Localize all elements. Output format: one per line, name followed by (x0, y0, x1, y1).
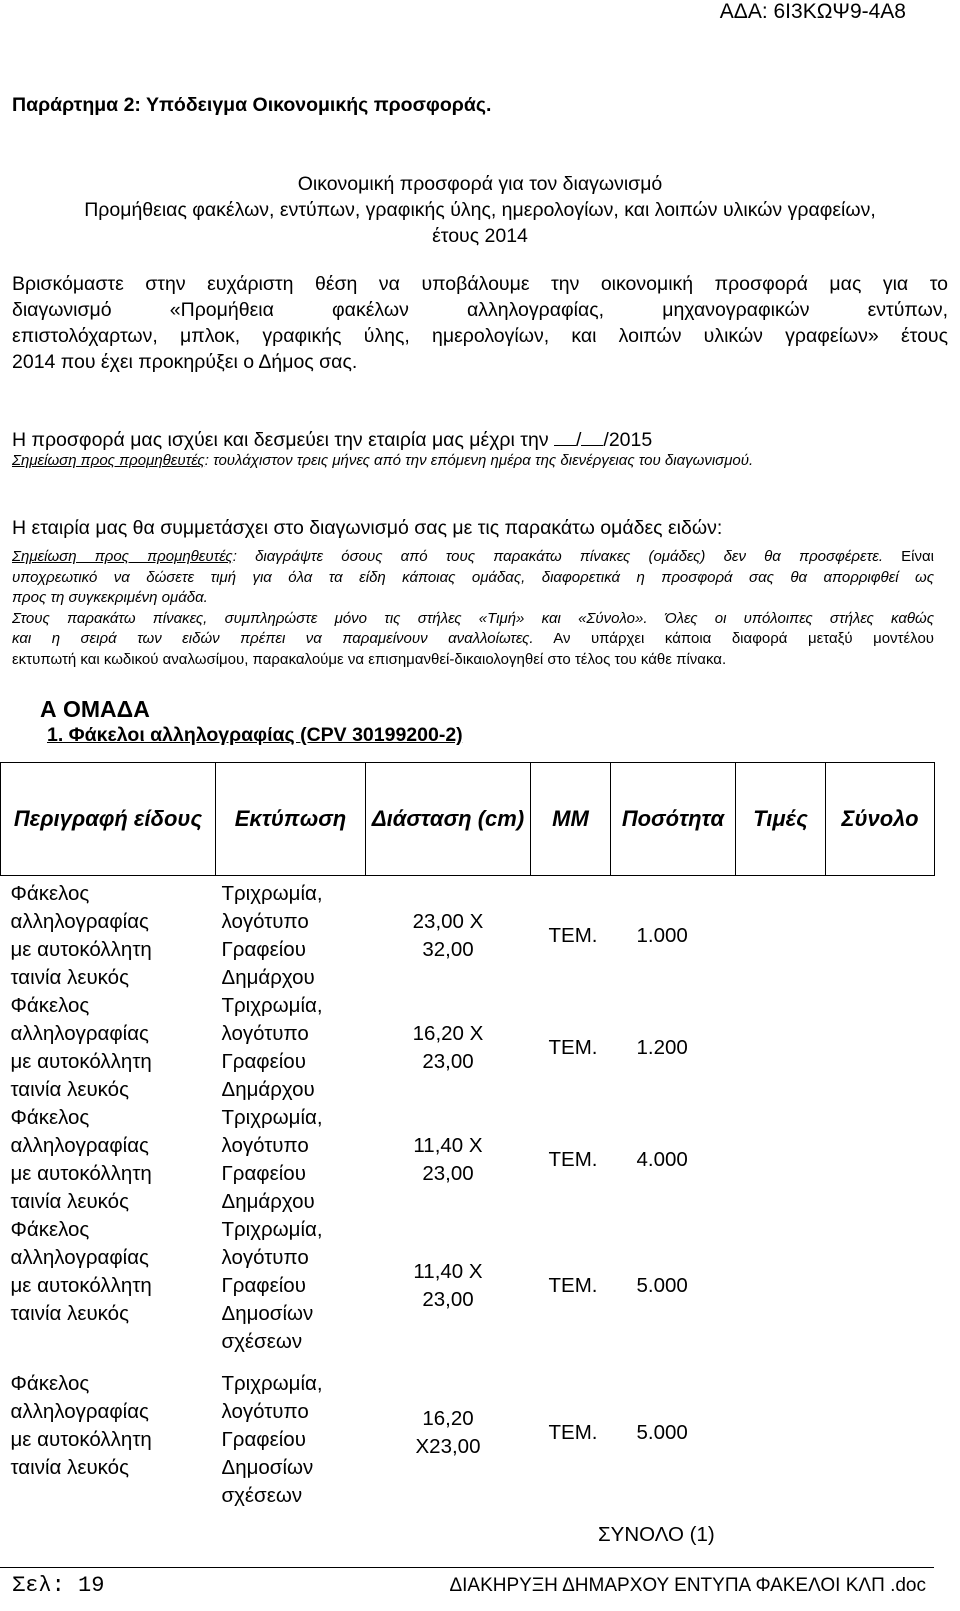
print-line: Δημάρχου (221, 966, 315, 989)
offer-heading-line: Προμήθειας φακέλων, εντύπων, γραφικής ύλης, ημερολογίων, και λοιπών υλικών γραφείων, (84, 199, 876, 221)
item-dimension (366, 876, 531, 993)
header-price: Τιμές (736, 763, 826, 876)
note2-line: Στους παρακάτω πίνακες, συμπληρώστε μόνο τις στήλες «Τιμή» και «Σύνολο». Όλες οι υπόλοιπες στήλες καθώς (12, 609, 934, 627)
print-line: Τριχρωμία, (221, 882, 323, 905)
header-dimension: Διάσταση (cm) (366, 763, 531, 876)
item-price-cell[interactable] (736, 1216, 826, 1356)
header-quantity: Ποσότητα (611, 763, 736, 876)
print-line: Τριχρωμία, (221, 1106, 323, 1129)
print-line: Γραφείου (221, 1274, 306, 1297)
desc-line: Φάκελος (10, 1106, 90, 1129)
table-row (1, 1356, 935, 1510)
header-description: Περιγραφή είδους (1, 763, 216, 876)
print-line: Τριχρωμία, (221, 1218, 323, 1241)
desc-line: αλληλογραφίας (10, 1246, 149, 1269)
print-line: Δημάρχου (221, 1078, 315, 1101)
note2-line: υποχρεωτικό να δώσετε τιμή για όλα τα είδη κάποιας ομάδας, διαφορετικά η προσφορά σας θα απορριφθεί ως (12, 568, 934, 586)
note2-line (12, 629, 934, 650)
desc-line: αλληλογραφίας (10, 1022, 149, 1045)
desc-line: με αυτοκόλλητη (10, 1050, 152, 1073)
print-line: Γραφείου (221, 1162, 306, 1185)
items-table (0, 762, 935, 1510)
annex-title: Παράρτημα 2: Υπόδειγμα Οικονομικής προσφοράς. (12, 94, 492, 116)
intro-line: διαγωνισμό «Προμήθεια φακέλων αλληλογραφίας, μηχανογραφικών εντύπων, (12, 299, 948, 321)
item-total-cell[interactable] (826, 1356, 935, 1510)
note2-text: Αν υπάρχει κάποια διαφορά μεταξύ μοντέλου (533, 630, 934, 647)
item-dimension (366, 1216, 531, 1356)
print-line: Δημοσίων (221, 1456, 314, 1479)
validity-text: Η προσφορά μας ισχύει και δεσμεύει την εταιρία μας μέχρι την (12, 429, 554, 451)
print-line: λογότυπο (221, 1246, 309, 1269)
ada-code: ΑΔΑ: 6Ι3ΚΩΨ9-4Α8 (719, 0, 906, 23)
header-printing: Εκτύπωση (216, 763, 366, 876)
print-line: Δημοσίων (221, 1302, 314, 1325)
item-quantity: 4.000 (636, 1148, 688, 1171)
item-total-cell[interactable] (826, 1104, 935, 1216)
item-description (1, 876, 216, 993)
item-dimension (366, 1104, 531, 1216)
note-label: Σημείωση προς προμηθευτές (12, 452, 205, 469)
intro-paragraph (12, 271, 948, 375)
item-printing (216, 992, 366, 1104)
print-line: σχέσεων (221, 1330, 303, 1353)
desc-line: με αυτοκόλλητη (10, 1274, 152, 1297)
offer-heading-line: Οικονομική προσφορά για τον διαγωνισμό (297, 173, 663, 195)
footer-filename: ΔΙΑΚΗΡΥΞΗ ΔΗΜΑΡΧΟΥ ΕΝΤΥΠΑ ΦΑΚΕΛΟΙ ΚΛΠ .doc (449, 1575, 926, 1596)
desc-line: ταινία λευκός (10, 1078, 129, 1101)
desc-line: Φάκελος (10, 882, 90, 905)
header-total: Σύνολο (826, 763, 935, 876)
dim-line: 11,40 Χ (413, 1260, 483, 1283)
dim-line: 23,00 (422, 1288, 474, 1311)
item-printing (216, 1104, 366, 1216)
table-row (1, 992, 935, 1104)
groups-statement: Η εταιρία μας θα συμμετάσχει στο διαγωνισμό σας με τις παρακάτω ομάδες ειδών: (12, 517, 723, 539)
print-line: λογότυπο (221, 1134, 309, 1157)
item-quantity: 1.000 (636, 924, 688, 947)
print-line: λογότυπο (221, 1022, 309, 1045)
footer-divider (0, 1567, 934, 1568)
offer-heading-line: έτους 2014 (432, 225, 528, 247)
intro-line: Βρισκόμαστε στην ευχάριστη θέση να υποβάλουμε την οικονομική προσφορά μας για το (12, 273, 948, 295)
print-line: λογότυπο (221, 1400, 309, 1423)
dim-line: 32,00 (422, 938, 474, 961)
item-unit: ΤΕΜ. (548, 1036, 598, 1059)
desc-line: Φάκελος (10, 994, 90, 1017)
table-row (1, 1104, 935, 1216)
dim-line: 11,40 Χ (413, 1134, 483, 1157)
group-title: Α ΟΜΑΔΑ (40, 696, 150, 722)
print-line: λογότυπο (221, 910, 309, 933)
note2-line: προς τη συγκεκριμένη ομάδα. (12, 589, 208, 606)
validity-statement (12, 427, 652, 452)
supplier-note-validity (12, 452, 753, 469)
desc-line: με αυτοκόλλητη (10, 938, 152, 961)
item-unit: ΤΕΜ. (548, 1274, 598, 1297)
note-text: : τουλάχιστον τρεις μήνες από την επόμενη ημέρα της διενέργειας του διαγωνισμού. (204, 452, 754, 469)
print-line: σχέσεων (221, 1484, 303, 1507)
dim-line: 23,00 Χ (412, 910, 484, 933)
desc-line: αλληλογραφίας (10, 1134, 149, 1157)
day-blank[interactable] (554, 427, 576, 446)
dim-line: Χ23,00 (415, 1435, 481, 1458)
desc-line: Φάκελος (10, 1372, 90, 1395)
print-line: Τριχρωμία, (221, 994, 323, 1017)
item-description (1, 1104, 216, 1216)
date-separator: / (576, 429, 582, 451)
item-quantity: 1.200 (636, 1036, 688, 1059)
offer-heading (0, 171, 960, 249)
item-unit: ΤΕΜ. (548, 1421, 598, 1444)
desc-line: με αυτοκόλλητη (10, 1428, 152, 1451)
item-total-cell[interactable] (826, 876, 935, 993)
print-line: Γραφείου (221, 1050, 306, 1073)
desc-line: αλληλογραφίας (10, 1400, 149, 1423)
item-unit: ΤΕΜ. (548, 924, 598, 947)
page-number: Σελ: 19 (12, 1573, 105, 1598)
intro-line: επιστολόχαρτων, μπλοκ, γραφικής ύλης, ημερολογίων, και λοιπών υλικών γραφείων» έτους (12, 325, 948, 347)
item-price-cell[interactable] (736, 1104, 826, 1216)
dim-line: 23,00 (422, 1050, 474, 1073)
item-total-cell[interactable] (826, 1216, 935, 1356)
item-description (1, 992, 216, 1104)
supplier-note-groups (12, 547, 934, 670)
item-title: 1. Φάκελοι αλληλογραφίας (CPV 30199200-2) (47, 724, 463, 746)
dim-line: 16,20 (422, 1407, 474, 1430)
item-quantity: 5.000 (636, 1274, 688, 1297)
item-dimension (366, 992, 531, 1104)
desc-line: ταινία λευκός (10, 1456, 129, 1479)
print-line: Γραφείου (221, 938, 306, 961)
item-printing (216, 1356, 366, 1510)
validity-year: /2015 (603, 429, 653, 451)
dim-line: 23,00 (422, 1162, 474, 1185)
item-description (1, 1356, 216, 1510)
desc-line: Φάκελος (10, 1218, 90, 1241)
note2-text: Είναι (882, 548, 934, 565)
desc-line: ταινία λευκός (10, 1190, 129, 1213)
note-label: Σημείωση προς προμηθευτές (12, 548, 233, 565)
item-price-cell[interactable] (736, 1356, 826, 1510)
print-line: Γραφείου (221, 1428, 306, 1451)
note2-line: εκτυπωτή και κωδικού αναλωσίμου, παρακαλούμε να επισημανθεί-δικαιολογηθεί στο τέλος του κάθε πίνακα. (12, 650, 727, 668)
item-quantity: 5.000 (636, 1421, 688, 1444)
note2-line (12, 547, 934, 568)
desc-line: ταινία λευκός (10, 1302, 129, 1325)
dim-line: 16,20 Χ (412, 1022, 484, 1045)
item-unit: ΤΕΜ. (548, 1148, 598, 1171)
desc-line: ταινία λευκός (10, 966, 129, 989)
note2-text: και η σειρά των ειδών πρέπει να παραμείνουν αναλλοίωτες. (12, 630, 534, 647)
table-header-row (1, 763, 935, 876)
total-label: ΣΥΝΟΛΟ (1) (598, 1523, 715, 1546)
note2-text: : διαγράψτε όσους από τους παρακάτω πίνακες (ομάδες) δεν θα προσφέρετε. (232, 548, 883, 565)
item-total-cell[interactable] (826, 992, 935, 1104)
item-printing (216, 1216, 366, 1356)
header-unit: ΜΜ (531, 763, 611, 876)
item-price-cell[interactable] (736, 992, 826, 1104)
item-dimension (366, 1356, 531, 1510)
desc-line: με αυτοκόλλητη (10, 1162, 152, 1185)
intro-line: 2014 που έχει προκηρύξει ο Δήμος σας. (12, 351, 358, 373)
table-row (1, 1216, 935, 1356)
print-line: Τριχρωμία, (221, 1372, 323, 1395)
month-blank[interactable] (581, 427, 603, 446)
desc-line: αλληλογραφίας (10, 910, 149, 933)
print-line: Δημάρχου (221, 1190, 315, 1213)
item-printing (216, 876, 366, 993)
item-description (1, 1216, 216, 1356)
table-row (1, 876, 935, 993)
item-price-cell[interactable] (736, 876, 826, 993)
